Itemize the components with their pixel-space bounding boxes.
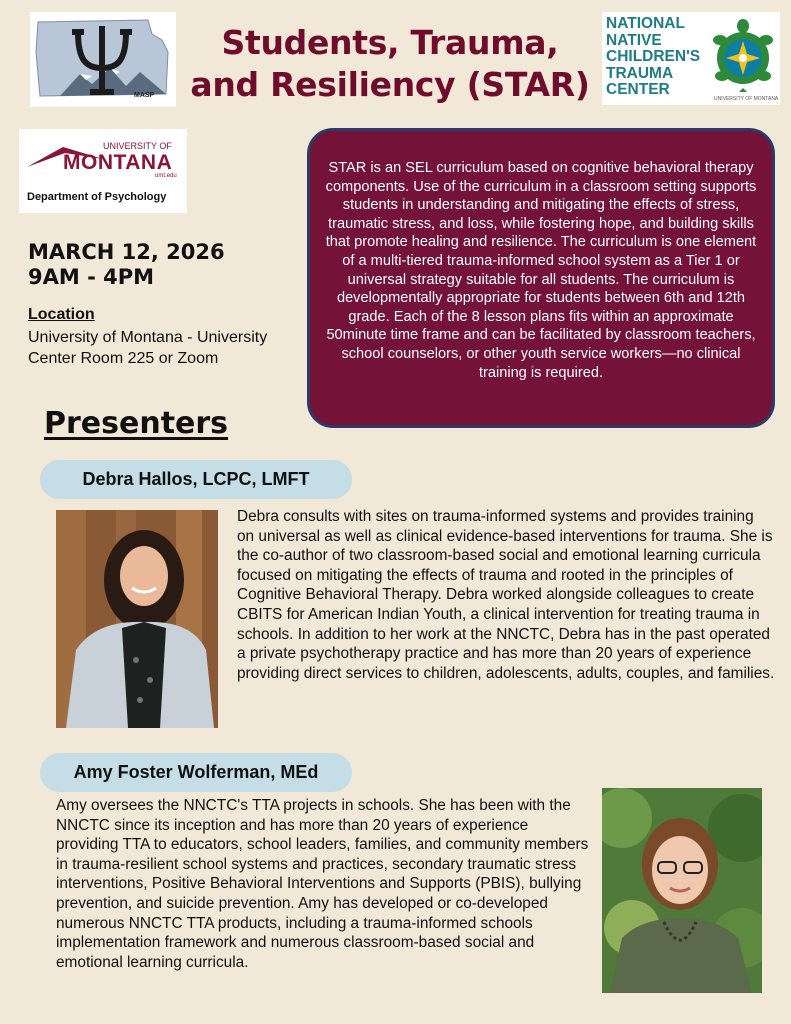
nnctc-logo [602, 12, 780, 105]
event-date: MARCH 12, 2026 [28, 240, 225, 264]
title-line-1: Students, Trauma, [221, 23, 559, 62]
turtle-icon [710, 16, 776, 94]
presenters-heading: Presenters [44, 406, 229, 441]
portrait-photo-icon [602, 788, 762, 993]
university-of-montana-logo [19, 129, 187, 213]
location-text: University of Montana - University Center Room 225 or Zoom [28, 329, 268, 367]
title-line-2: and Resiliency (STAR) [190, 65, 590, 104]
presenter-name-badge: Amy Foster Wolferman, MEd [40, 753, 352, 792]
location-label: Location [28, 306, 95, 323]
um-montana-wordmark: MONTANA [63, 151, 173, 174]
curriculum-description: STAR is an SEL curriculum based on cognitive behavioral therapy components. Use of the curriculum in a classroom setting supports students in understanding and mitigating the effects of stress, traumatic stress, and loss, while fostering hope, and building skills that promote healing and resilience. The curriculum is one element of a multi-tiered trauma-informed school system as a Tier 1 or universal strategy suitable for all students. The curriculum is developmentally appropriate for students between 6th and 12th grade. Each of the 8 lesson plans fits within an approximate 50minute time frame and can be facilitated by classroom teachers, school counselors, or other youth service workers—no clinical training is required. [307, 128, 775, 428]
nnctc-logo-subtext: UNIVERSITY OF MONTANA [714, 96, 779, 102]
um-domain: umt.edu [155, 173, 177, 179]
um-department: Department of Psychology [27, 191, 167, 203]
event-time: 9AM - 4PM [28, 265, 154, 289]
presenter-photo-amy [602, 788, 762, 993]
um-university-of: UNIVERSITY OF [103, 141, 172, 151]
presenter-name-badge: Debra Hallos, LCPC, LMFT [40, 460, 352, 499]
presenter-photo-debra [56, 510, 218, 728]
nnctc-logo-text: NATIONAL NATIVE CHILDREN'S TRAUMA CENTER [606, 15, 701, 98]
presenter-bio: Debra consults with sites on trauma-informed systems and provides training on universal as well as clinical evidence-based interventions for trauma. She is the co-author of two classroom-based social and emotional learning curricula focused on mitigating the effects of trauma and rooted in the principles of Cognitive Behavioral Therapy. Debra worked alongside colleagues to create CBITS for American Indian Youth, a clinical intervention for treating trauma in schools. In addition to her work at the NNCTC, Debra has in the past operated a private psychotherapy practice and has more than 20 years of experience providing direct services to children, adolescents, adults, couples, and families. [237, 508, 775, 682]
masp-logo [30, 12, 176, 107]
page-title [190, 22, 590, 106]
masp-logo-text: MASP [134, 92, 155, 99]
portrait-photo-icon [56, 510, 218, 728]
event-date-time [28, 240, 288, 290]
presenter-bio: Amy oversees the NNCTC's TTA projects in schools. She has been with the NNCTC since its inception and has more than 20 years of experience providing TTA to educators, school leaders, families, and community members in trauma-resilient school systems and practices, secondary traumatic stress interventions, Positive Behavioral Interventions and Supports (PBIS), bullying prevention, and suicide prevention. Amy has developed or co-developed numerous NNCTC TTA products, including a trauma-informed schools implementation framework and numerous classroom-based social and emotional learning curricula. [56, 797, 589, 971]
